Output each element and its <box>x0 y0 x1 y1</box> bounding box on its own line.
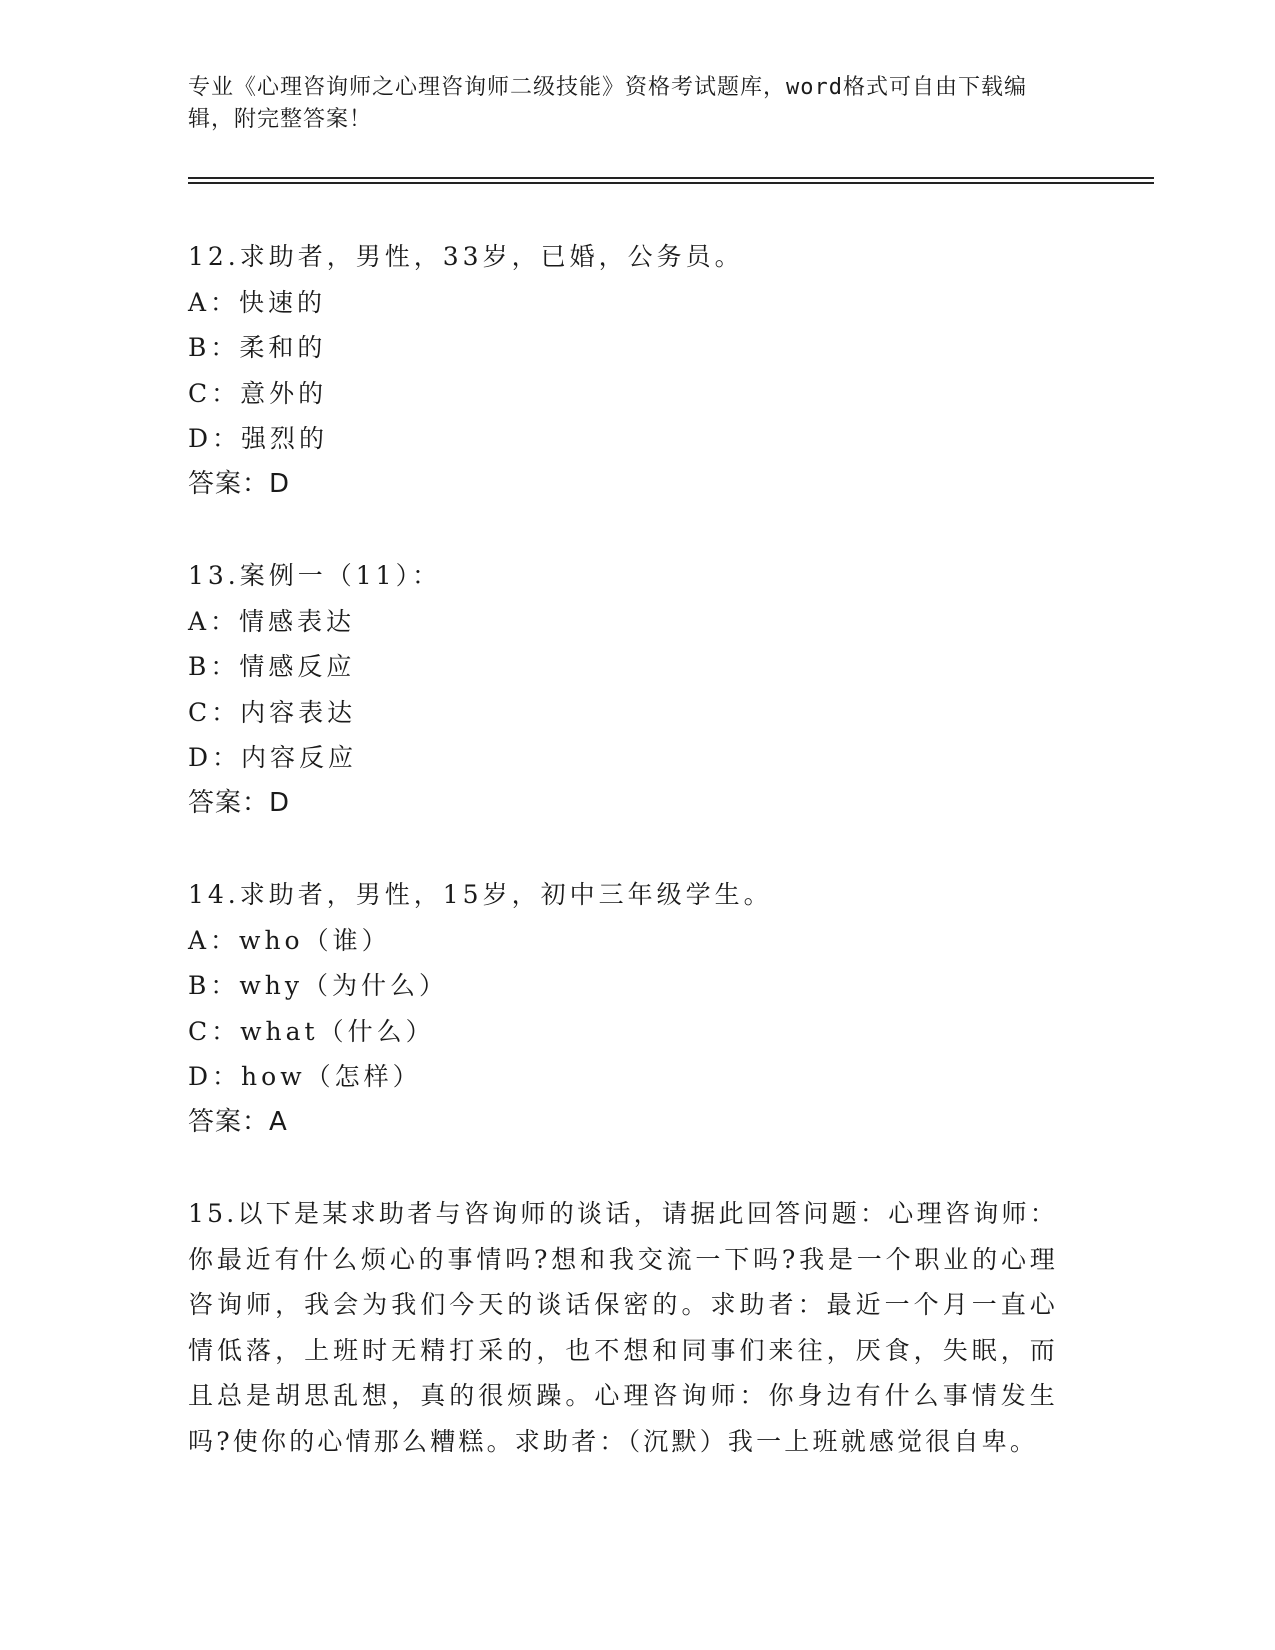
answer-line: 答案：A <box>188 1106 288 1137</box>
question-paragraph: 15.以下是某求助者与咨询师的谈话，请据此回答问题：心理咨询师：你最近有什么烦心的事情吗?想和我交流一下吗?我是一个职业的心理咨询师，我会为我们今天的谈话保密的。求助者：最近一个月一直心情低落，上班时无精打采的，也不想和同事们来往，厌食，失眠，而且总是胡思乱想，真的很烦躁。心理咨询师：你身边有什么事情发生吗?使你的心情那么糟糕。求助者：（沉默）我一上班就感觉很自卑。 <box>188 1199 1058 1456</box>
option-d: D：how（怎样） <box>188 1062 422 1091</box>
option-a: A：情感表达 <box>188 606 356 636</box>
answer-line: 答案：D <box>188 787 291 818</box>
question-14 <box>188 872 1088 1145</box>
option-a: A：快速的 <box>188 287 327 317</box>
option-b: B：why（为什么） <box>188 971 448 1000</box>
option-a: A：who（谁） <box>188 925 391 955</box>
option-b: B：情感反应 <box>188 652 356 681</box>
option-b: B：柔和的 <box>188 333 327 362</box>
question-stem: 13.案例一（11）： <box>188 561 442 590</box>
header-divider-top <box>188 177 1154 179</box>
question-12 <box>188 234 1088 507</box>
question-13 <box>188 553 1088 826</box>
option-c: C：what（什么） <box>188 1016 435 1046</box>
question-stem: 12.求助者，男性，33岁，已婚，公务员。 <box>188 242 744 271</box>
question-stem: 14.求助者，男性，15岁，初中三年级学生。 <box>188 880 773 909</box>
option-d: D：强烈的 <box>188 424 329 453</box>
option-c: C：内容表达 <box>188 697 357 727</box>
header-divider-bottom <box>188 182 1154 184</box>
document-header-text: 专业《心理咨询师之心理咨询师二级技能》资格考试题库，word格式可自由下载编辑，附完整答案！ <box>188 75 1027 132</box>
answer-line: 答案：D <box>188 468 291 499</box>
option-d: D：内容反应 <box>188 743 358 772</box>
option-c: C：意外的 <box>188 378 328 408</box>
question-15 <box>188 1191 1058 1464</box>
